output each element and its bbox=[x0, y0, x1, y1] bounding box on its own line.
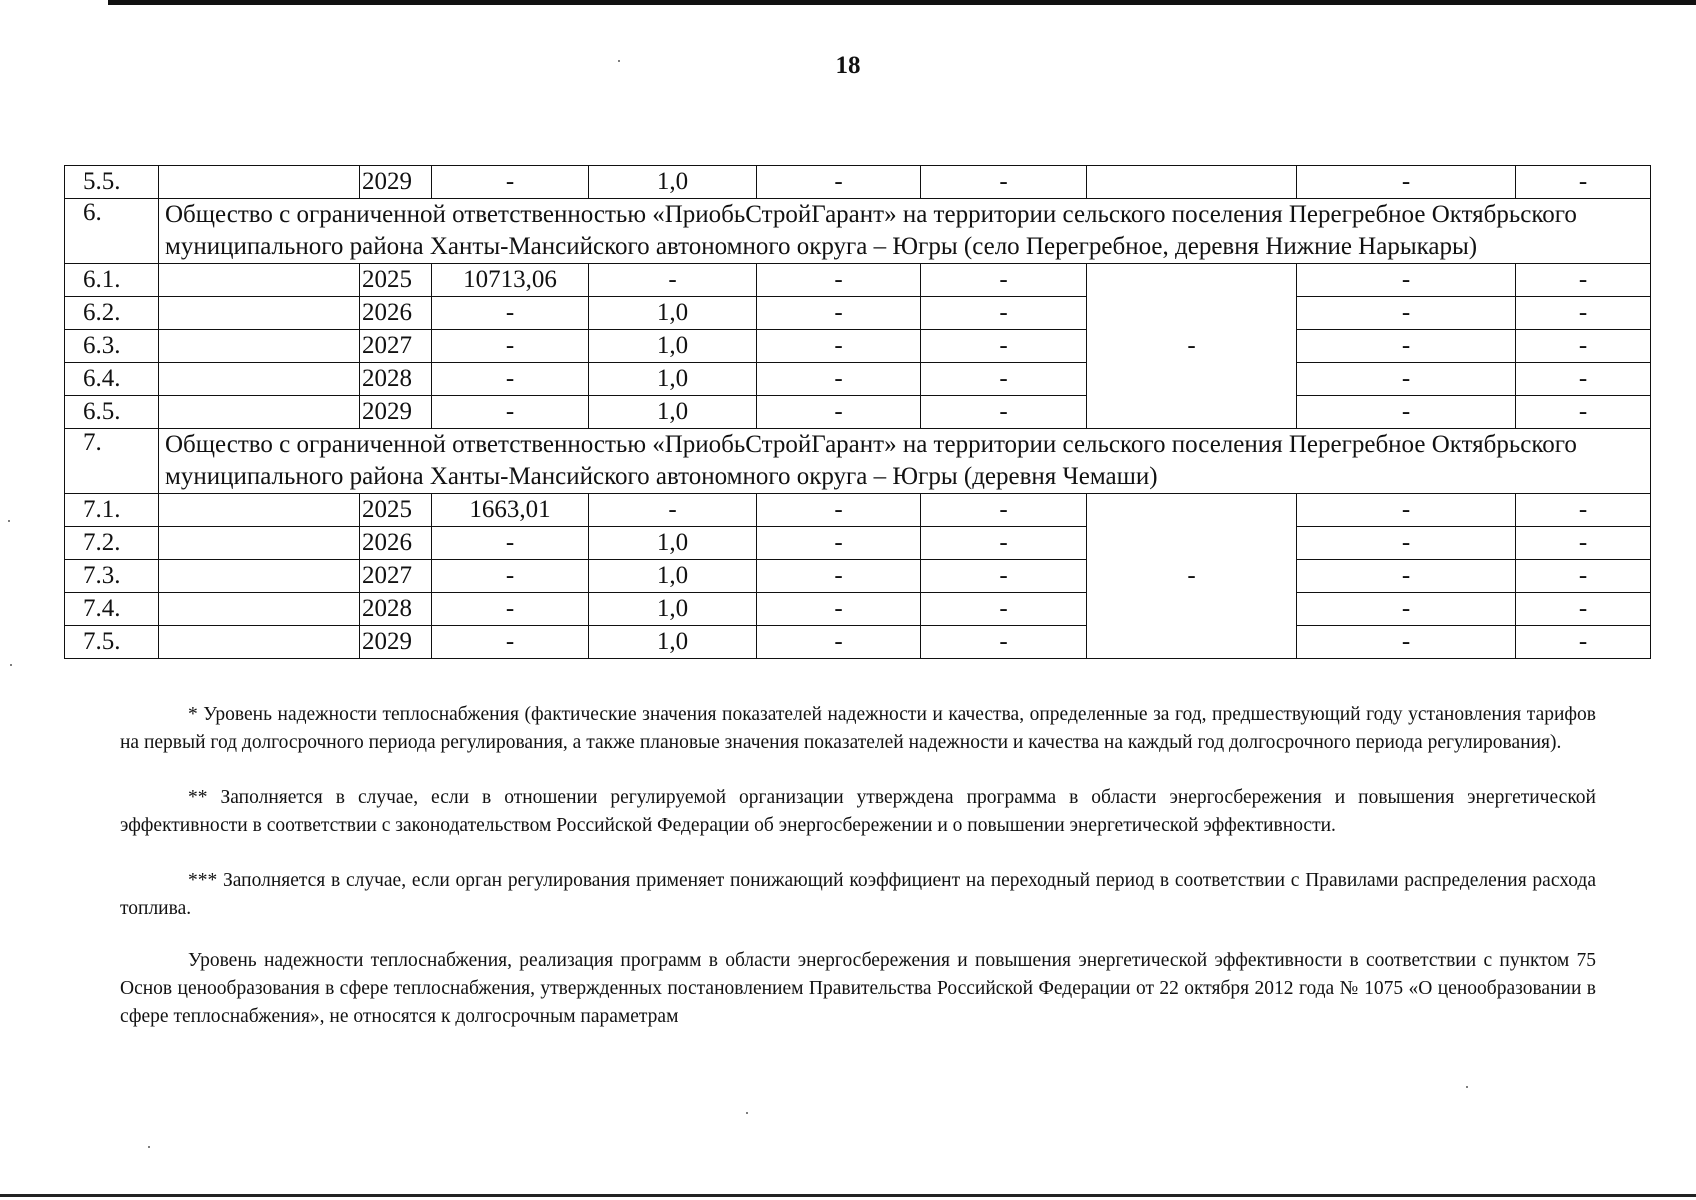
empty-cell bbox=[159, 626, 360, 659]
tariff-parameters-table bbox=[64, 165, 1651, 659]
value-cell: - bbox=[1516, 297, 1651, 330]
value-cell: - bbox=[1516, 527, 1651, 560]
value-cell bbox=[1087, 166, 1297, 199]
footnote-text: * Уровень надежности теплоснабжения (фактические значения показателей надежности и качества, определенные за год, предшествующий году установления тарифов на первый год долгосрочного периода регулирования, а также плановые значения показателей надежности и качества на каждый год долгосрочного периода регулирования). bbox=[120, 704, 1596, 753]
value-cell: - bbox=[1297, 330, 1516, 363]
scan-speck bbox=[10, 664, 12, 666]
value-cell: - bbox=[921, 166, 1087, 199]
value-cell: - bbox=[1516, 264, 1651, 297]
empty-cell bbox=[159, 527, 360, 560]
value-cell: - bbox=[1297, 396, 1516, 429]
empty-cell bbox=[159, 363, 360, 396]
value-cell: - bbox=[1516, 494, 1651, 527]
value-cell: - bbox=[432, 396, 589, 429]
row-number: 7.5. bbox=[65, 626, 159, 659]
value-cell: - bbox=[921, 527, 1087, 560]
page-number: 18 bbox=[835, 52, 861, 79]
merged-value-cell: - bbox=[1087, 494, 1297, 659]
empty-cell bbox=[159, 297, 360, 330]
top-border-line bbox=[108, 0, 1696, 5]
value-cell: - bbox=[432, 166, 589, 199]
value-cell: - bbox=[921, 264, 1087, 297]
value-cell: - bbox=[921, 626, 1087, 659]
value-cell: - bbox=[757, 297, 921, 330]
row-number: 6.5. bbox=[65, 396, 159, 429]
empty-cell bbox=[159, 494, 360, 527]
value-cell: - bbox=[1297, 264, 1516, 297]
table-row bbox=[65, 593, 1651, 626]
value-cell: - bbox=[1297, 593, 1516, 626]
row-number: 6.1. bbox=[65, 264, 159, 297]
footnote-text: ** Заполняется в случае, если в отношении регулируемой организации утверждена программа в области энергосбережения и повышения энергетической эффективности в соответствии с законодательством Российской Федерации об энергосбережении и о повышении энергетической эффективности. bbox=[120, 787, 1596, 836]
year-cell: 2026 bbox=[360, 527, 432, 560]
value-cell: - bbox=[757, 363, 921, 396]
value-cell: 1663,01 bbox=[432, 494, 589, 527]
value-cell: - bbox=[1297, 494, 1516, 527]
row-number: 7.2. bbox=[65, 527, 159, 560]
value-cell: - bbox=[1297, 527, 1516, 560]
value-cell: 1,0 bbox=[589, 626, 757, 659]
value-cell: - bbox=[757, 527, 921, 560]
value-cell: - bbox=[921, 396, 1087, 429]
value-cell: - bbox=[757, 494, 921, 527]
year-cell: 2025 bbox=[360, 264, 432, 297]
value-cell: - bbox=[589, 264, 757, 297]
value-cell: - bbox=[757, 396, 921, 429]
table-row bbox=[65, 527, 1651, 560]
empty-cell bbox=[159, 166, 360, 199]
value-cell: - bbox=[1297, 166, 1516, 199]
row-number: 5.5. bbox=[65, 166, 159, 199]
year-cell: 2029 bbox=[360, 396, 432, 429]
row-number: 7.3. bbox=[65, 560, 159, 593]
value-cell: - bbox=[757, 264, 921, 297]
value-cell: - bbox=[921, 560, 1087, 593]
value-cell: - bbox=[432, 297, 589, 330]
value-cell: - bbox=[921, 494, 1087, 527]
scan-speck bbox=[1466, 1086, 1468, 1088]
value-cell: 1,0 bbox=[589, 396, 757, 429]
table-row bbox=[65, 626, 1651, 659]
year-cell: 2028 bbox=[360, 593, 432, 626]
year-cell: 2029 bbox=[360, 626, 432, 659]
year-cell: 2029 bbox=[360, 166, 432, 199]
empty-cell bbox=[159, 560, 360, 593]
organization-name: Общество с ограниченной ответственностью «ПриобьСтройГарант» на территории сельского поселения Перегребное Октябрьского муниципального района Ханты-Мансийского автономного округа – Югры (село Перегребное, деревня Нижние Нарыкары) bbox=[159, 199, 1651, 264]
value-cell: - bbox=[921, 363, 1087, 396]
year-cell: 2028 bbox=[360, 363, 432, 396]
scan-speck bbox=[746, 1112, 748, 1114]
table-row bbox=[65, 264, 1651, 297]
row-number: 7.1. bbox=[65, 494, 159, 527]
organization-name: Общество с ограниченной ответственностью «ПриобьСтройГарант» на территории сельского поселения Перегребное Октябрьского муниципального района Ханты-Мансийского автономного округа – Югры (деревня Чемаши) bbox=[159, 429, 1651, 494]
organization-header-row bbox=[65, 199, 1651, 264]
table-row bbox=[65, 166, 1651, 199]
value-cell: - bbox=[921, 330, 1087, 363]
value-cell: - bbox=[1516, 166, 1651, 199]
value-cell: - bbox=[1297, 363, 1516, 396]
row-number: 6.4. bbox=[65, 363, 159, 396]
scan-speck bbox=[148, 1146, 150, 1148]
value-cell: - bbox=[432, 593, 589, 626]
value-cell: - bbox=[432, 527, 589, 560]
value-cell: 1,0 bbox=[589, 560, 757, 593]
year-cell: 2026 bbox=[360, 297, 432, 330]
value-cell: - bbox=[1516, 593, 1651, 626]
year-cell: 2025 bbox=[360, 494, 432, 527]
section-number: 6. bbox=[65, 199, 159, 264]
value-cell: - bbox=[1297, 626, 1516, 659]
value-cell: 10713,06 bbox=[432, 264, 589, 297]
value-cell: - bbox=[757, 593, 921, 626]
row-number: 6.2. bbox=[65, 297, 159, 330]
table-row bbox=[65, 363, 1651, 396]
year-cell: 2027 bbox=[360, 560, 432, 593]
value-cell: 1,0 bbox=[589, 593, 757, 626]
value-cell: - bbox=[589, 494, 757, 527]
empty-cell bbox=[159, 330, 360, 363]
value-cell: - bbox=[757, 560, 921, 593]
organization-header-row bbox=[65, 429, 1651, 494]
value-cell: 1,0 bbox=[589, 330, 757, 363]
table-row bbox=[65, 494, 1651, 527]
footnote-energy-saving bbox=[120, 784, 1596, 840]
empty-cell bbox=[159, 593, 360, 626]
value-cell: - bbox=[1516, 363, 1651, 396]
scan-speck bbox=[8, 520, 10, 522]
value-cell: - bbox=[1516, 560, 1651, 593]
value-cell: - bbox=[432, 626, 589, 659]
value-cell: - bbox=[1516, 396, 1651, 429]
empty-cell bbox=[159, 264, 360, 297]
row-number: 7.4. bbox=[65, 593, 159, 626]
value-cell: - bbox=[432, 560, 589, 593]
footnote-coefficient bbox=[120, 867, 1596, 923]
value-cell: - bbox=[1516, 330, 1651, 363]
footnote-reliability bbox=[120, 701, 1596, 757]
body-paragraph bbox=[120, 947, 1596, 1031]
table-row bbox=[65, 560, 1651, 593]
value-cell: - bbox=[921, 297, 1087, 330]
table-row bbox=[65, 396, 1651, 429]
value-cell: - bbox=[921, 593, 1087, 626]
paragraph-text: Уровень надежности теплоснабжения, реализация программ в области энергосбережения и повышения энергетической эффективности в соответствии с пунктом 75 Основ ценообразования в сфере теплоснабжения, утвержденных постановлением Правительства Российской Федерации от 22 октября 2012 года № 1075 «О ценообразовании в сфере теплоснабжения», не относятся к долгосрочным параметрам bbox=[120, 950, 1596, 1027]
footnote-text: *** Заполняется в случае, если орган регулирования применяет понижающий коэффициент на переходный период в соответствии с Правилами распределения расхода топлива. bbox=[120, 870, 1596, 919]
value-cell: 1,0 bbox=[589, 527, 757, 560]
value-cell: 1,0 bbox=[589, 297, 757, 330]
value-cell: - bbox=[1297, 297, 1516, 330]
bottom-border-line bbox=[0, 1194, 1696, 1197]
row-number: 6.3. bbox=[65, 330, 159, 363]
value-cell: - bbox=[757, 626, 921, 659]
value-cell: - bbox=[432, 363, 589, 396]
value-cell: 1,0 bbox=[589, 166, 757, 199]
section-number: 7. bbox=[65, 429, 159, 494]
value-cell: - bbox=[1516, 626, 1651, 659]
year-cell: 2027 bbox=[360, 330, 432, 363]
table-row bbox=[65, 297, 1651, 330]
table-row bbox=[65, 330, 1651, 363]
empty-cell bbox=[159, 396, 360, 429]
value-cell: - bbox=[757, 166, 921, 199]
merged-value-cell: - bbox=[1087, 264, 1297, 429]
scan-speck bbox=[618, 60, 620, 62]
value-cell: - bbox=[1297, 560, 1516, 593]
value-cell: - bbox=[757, 330, 921, 363]
value-cell: - bbox=[432, 330, 589, 363]
value-cell: 1,0 bbox=[589, 363, 757, 396]
